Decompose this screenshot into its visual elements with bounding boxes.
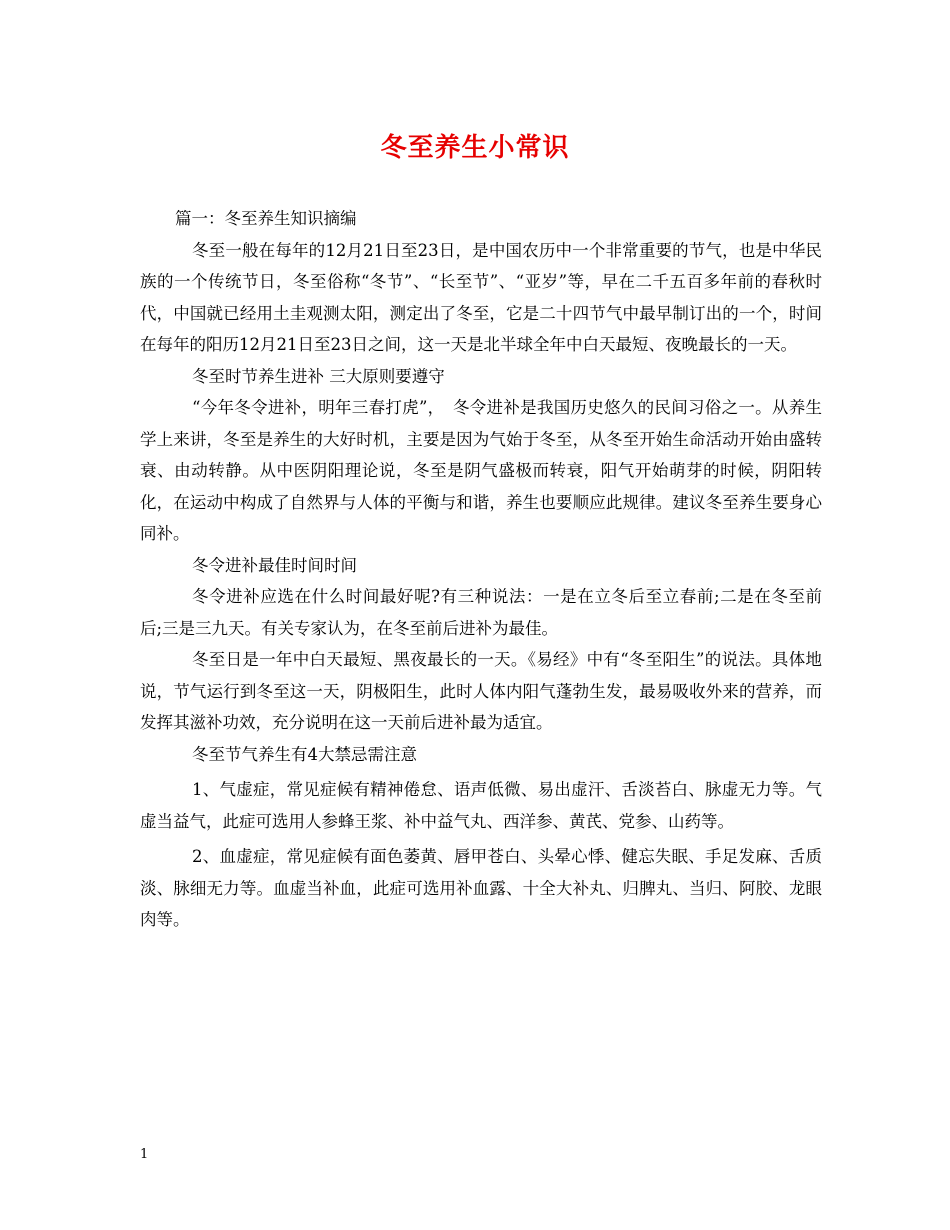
subheading-four-taboos: 冬至节气养生有4大禁忌需注意 xyxy=(192,744,417,764)
document-title: 冬至养生小常识 xyxy=(380,133,570,163)
paragraph-qi-deficiency: 1、气虚症，常见症候有精神倦怠、语声低微、易出虚汗、舌淡苔白、脉虚无力等。气虚当益气，此症可选用人参蜂王浆、补中益气丸、西洋参、黄芪、党参、山药等。 xyxy=(140,780,822,831)
subheading-best-time: 冬令进补最佳时间时间 xyxy=(192,555,357,575)
page-number: 1 xyxy=(140,1147,149,1162)
section-heading: 篇一：冬至养生知识摘编 xyxy=(175,209,357,228)
paragraph-winter-solstice-intro: 冬至一般在每年的12月21日至23日，是中国农历中一个非常重要的节气，也是中华民族的一个传统节日，冬至俗称“冬节”、“长至节”、“亚岁”等，早在二千五百多年前的春秋时代，中国就已经用土圭观测太阳，测定出了冬至，它是二十四节气中最早制订出的一个，时间在每年的阳历12月21日至23日之间，这一天是北半球全年中白天最短、夜晚最长的一天。 xyxy=(140,240,822,354)
document-body xyxy=(140,203,822,936)
paragraph-blood-deficiency: 2、血虚症，常见症候有面色萎黄、唇甲苍白、头晕心悸、健忘失眠、手足发麻、舌质淡、脉细无力等。血虚当补血，此症可选用补血露、十全大补丸、归脾丸、当归、阿胶、龙眼肉等。 xyxy=(140,847,822,929)
paragraph-winter-tonic-custom: “今年冬令进补，明年三春打虎”， 冬令进补是我国历史悠久的民间习俗之一。从养生学上来讲，冬至是养生的大好时机，主要是因为气始于冬至，从冬至开始生命活动开始由盛转衰、由动转静。从中医阴阳理论说，冬至是阴气盛极而转衰，阳气开始萌芽的时候，阴阳转化，在运动中构成了自然界与人体的平衡与和谐，养生也要顺应此规律。建议冬至养生要身心同补。 xyxy=(140,398,822,543)
paragraph-best-time: 冬令进补应选在什么时间最好呢?有三种说法：一是在立冬后至立春前;二是在冬至前后;三是三九天。有关专家认为，在冬至前后进补为最佳。 xyxy=(140,587,822,638)
subheading-three-principles: 冬至时节养生进补 三大原则要遵守 xyxy=(192,366,445,386)
paragraph-yang-rising: 冬至日是一年中白天最短、黑夜最长的一天。《易经》中有“冬至阳生”的说法。具体地说，节气运行到冬至这一天，阴极阳生，此时人体内阳气蓬勃生发，最易吸收外来的营养，而发挥其滋补功效，充分说明在这一天前后进补最为适宜。 xyxy=(140,650,822,732)
